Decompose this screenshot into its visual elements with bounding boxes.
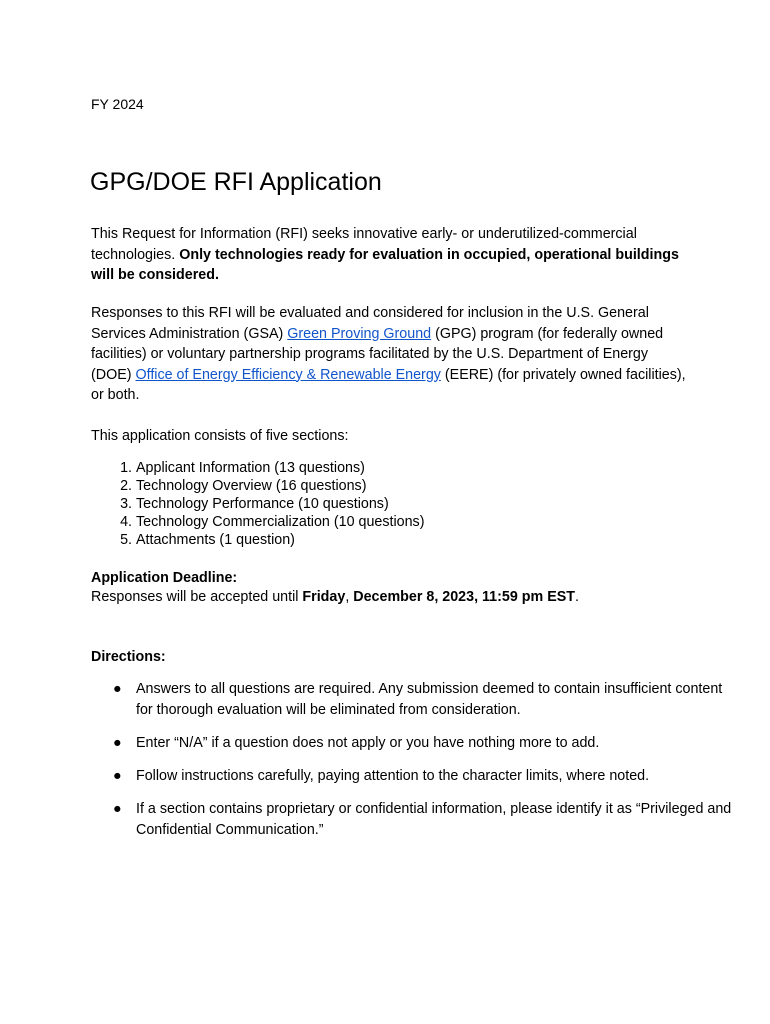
list-item: 5. Attachments (1 question) xyxy=(136,531,424,549)
bullet-icon: ● xyxy=(113,801,122,817)
evaluation-text-1: Responses to this RFI will be evaluated and considered for inclusion in the U.S. General Services Administration (GSA) xyxy=(91,305,649,342)
list-item: 4. Technology Commercialization (10 questions) xyxy=(136,513,424,531)
deadline-text: Responses will be accepted until Friday, December 8, 2023, 11:59 pm EST. xyxy=(91,589,579,605)
list-item: ● Enter “N/A” if a question does not apply or you have nothing more to add. xyxy=(136,733,736,754)
bullet-icon: ● xyxy=(113,735,122,751)
sections-intro: This application consists of five sections: xyxy=(91,428,349,444)
application-deadline xyxy=(91,569,579,607)
list-item: 1. Applicant Information (13 questions) xyxy=(136,459,424,477)
evaluation-paragraph xyxy=(91,303,691,406)
intro-text: This Request for Information (RFI) seeks innovative early- or underutilized-commercial technologies. xyxy=(91,226,637,263)
sections-list xyxy=(91,459,424,549)
fiscal-year-label: FY 2024 xyxy=(91,96,144,112)
evaluation-text-3: (EERE) (for privately owned facilities), or both. xyxy=(91,366,686,403)
bullet-icon: ● xyxy=(113,768,122,784)
list-item: ● If a section contains proprietary or confidential information, please identify it as “Privileged and Confidential Communication.” xyxy=(113,801,732,838)
green-proving-ground-link[interactable]: Green Proving Ground xyxy=(287,325,432,342)
bullet-icon: ● xyxy=(113,681,122,697)
deadline-heading: Application Deadline: xyxy=(91,570,238,586)
eere-link[interactable]: Office of Energy Efficiency & Renewable Energy xyxy=(135,366,441,383)
intro-bold-text: Only technologies ready for evaluation in occupied, operational buildings will be considered. xyxy=(91,246,679,283)
list-item: ● Answers to all questions are required. Any submission deemed to contain insufficient content for thorough evaluation will be eliminated from consideration. xyxy=(113,681,723,718)
directions-list xyxy=(91,679,736,853)
deadline-day: Friday xyxy=(302,589,346,605)
page-title: GPG/DOE RFI Application xyxy=(90,168,382,196)
intro-paragraph xyxy=(91,224,691,286)
deadline-date: December 8, 2023, 11:59 pm EST xyxy=(353,589,575,605)
directions-heading: Directions: xyxy=(91,649,166,665)
list-item: 2. Technology Overview (16 questions) xyxy=(136,477,424,495)
evaluation-text-2: (GPG) program (for federally owned facilities) or voluntary partnership programs facilitated by the U.S. Department of Energy (DOE) xyxy=(91,325,664,383)
list-item: ● Follow instructions carefully, paying attention to the character limits, where noted. xyxy=(136,766,736,787)
list-item: 3. Technology Performance (10 questions) xyxy=(136,495,424,513)
